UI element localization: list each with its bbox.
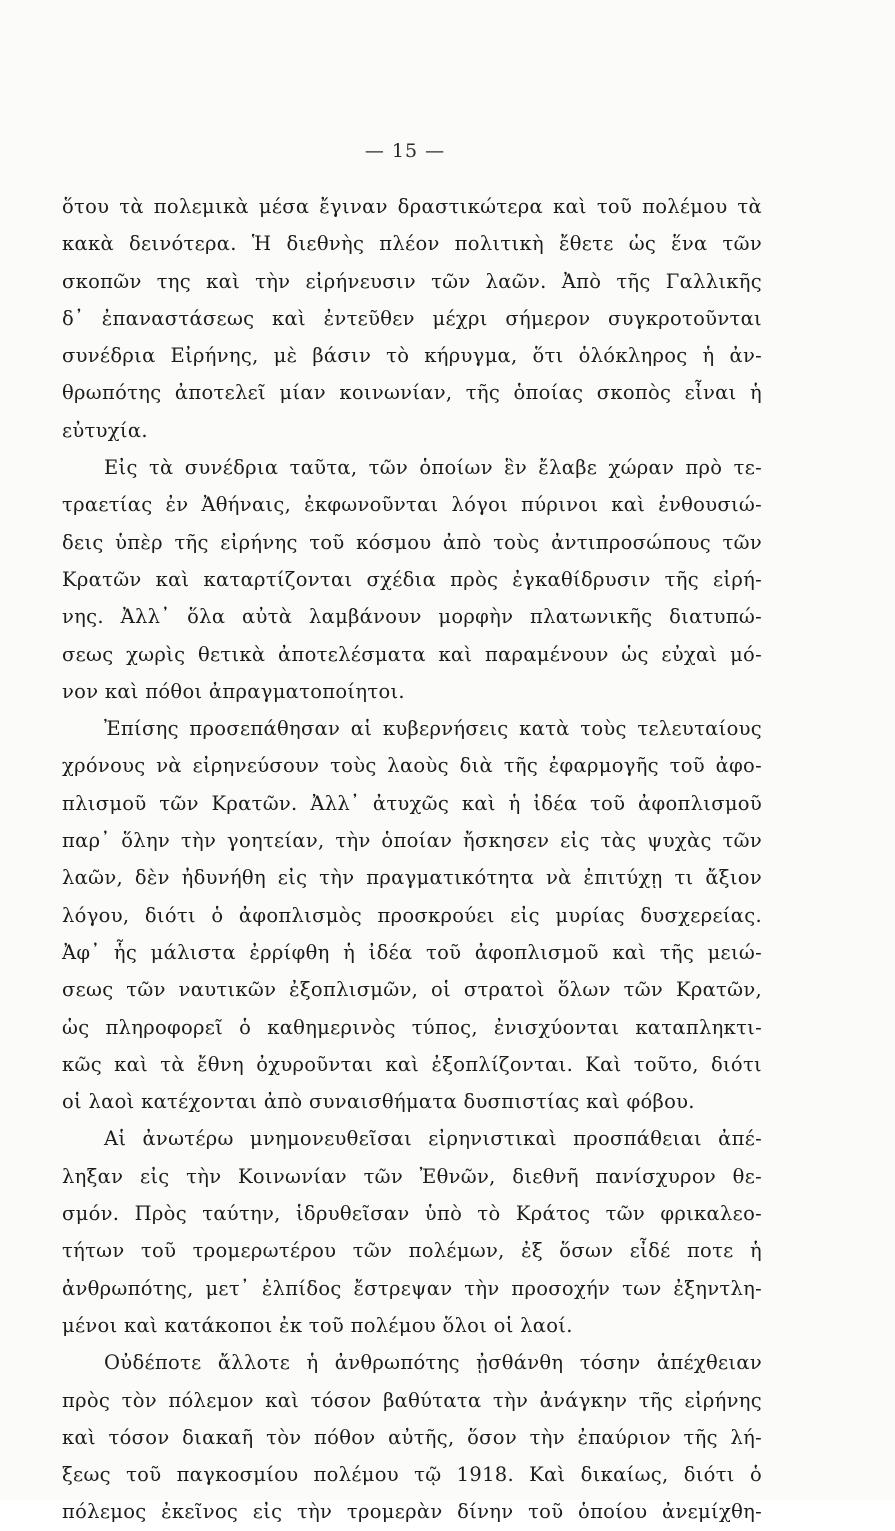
text-line: κῶς καὶ τὰ ἔθνη ὀχυροῦνται καὶ ἐξοπλίζονται. Καὶ τοῦτο, διότι: [62, 1052, 762, 1076]
text-line: οἱ λαοὶ κατέχονται ἀπὸ συναισθήματα δυσπιστίας καὶ φόβου.: [62, 1090, 695, 1114]
text-line: Οὐδέποτε ἄλλοτε ἡ ἀνθρωπότης ᾐσθάνθη τόσην ἀπέχθειαν: [104, 1351, 762, 1375]
text-line: ὡς πληροφορεῖ ὁ καθημερινὸς τύπος, ἐνισχύονται καταπληκτι-: [62, 1015, 762, 1039]
text-line: νης. Ἀλλ᾽ ὅλα αὐτὰ λαμβάνουν μορφὴν πλατωνικῆς διατυπώ-: [62, 605, 762, 629]
text-line: Κρατῶν καὶ καταρτίζονται σχέδια πρὸς ἐγκαθίδρυσιν τῆς εἰρή-: [62, 567, 762, 591]
text-line: ληξαν εἰς τὴν Κοινωνίαν τῶν Ἐθνῶν, διεθνῆ πανίσχυρον θε-: [62, 1164, 762, 1188]
text-line: σεως χωρὶς θετικὰ ἀποτελέσματα καὶ παραμένουν ὡς εὐχαὶ μό-: [62, 642, 762, 666]
text-line: δ᾽ ἐπαναστάσεως καὶ ἐντεῦθεν μέχρι σήμερον συγκροτοῦνται: [62, 306, 762, 330]
text-line: νον καὶ πόθοι ἀπραγματοποίητοι.: [62, 679, 405, 703]
text-line: τραετίας ἐν Ἀθήναις, ἐκφωνοῦνται λόγοι πύρινοι καὶ ἐνθουσιώ-: [62, 493, 762, 517]
text-line: ὅτου τὰ πολεμικὰ μέσα ἔγιναν δραστικώτερα καὶ τοῦ πολέμου τὰ: [62, 195, 762, 218]
text-line: πόλεμος ἐκεῖνος εἰς τὴν τρομερὰν δίνην τοῦ ὁποίου ἀνεμίχθη-: [62, 1500, 762, 1524]
body-text: [62, 188, 762, 1531]
text-line: τήτων τοῦ τρομερωτέρου τῶν πολέμων, ἐξ ὅσων εἶδέ ποτε ἡ: [62, 1239, 762, 1263]
text-line: Αἱ ἀνωτέρω μνημονευθεῖσαι εἰρηνιστικαὶ προσπάθειαι ἀπέ-: [104, 1127, 762, 1151]
text-line: πρὸς τὸν πόλεμον καὶ τόσον βαθύτατα τὴν ἀνάγκην τῆς εἰρήνης: [62, 1388, 762, 1412]
text-line: παρ᾽ ὅλην τὴν γοητείαν, τὴν ὁποίαν ἤσκησεν εἰς τὰς ψυχὰς τῶν: [62, 829, 762, 853]
text-line: σμόν. Πρὸς ταύτην, ἱδρυθεῖσαν ὑπὸ τὸ Κράτος τῶν φρικαλεο-: [62, 1202, 762, 1226]
text-line: ἀνθρωπότης, μετ᾽ ἐλπίδος ἔστρεψαν τὴν προσοχήν των ἐξηντλη-: [62, 1276, 762, 1300]
page-number: — 15 —: [364, 140, 446, 162]
text-line: ξεως τοῦ παγκοσμίου πολέμου τῷ 1918. Καὶ δικαίως, διότι ὁ: [62, 1463, 762, 1487]
text-line: θρωπότης ἀποτελεῖ μίαν κοινωνίαν, τῆς ὁποίας σκοπὸς εἶναι ἡ: [62, 381, 762, 405]
text-line: Εἰς τὰ συνέδρια ταῦτα, τῶν ὁποίων ἓν ἔλαβε χώραν πρὸ τε-: [104, 456, 762, 480]
text-line: δεις ὑπὲρ τῆς εἰρήνης τοῦ κόσμου ἀπὸ τοὺς ἀντιπροσώπους τῶν: [62, 530, 762, 554]
text-line: μένοι καὶ κατάκοποι ἐκ τοῦ πολέμου ὅλοι οἱ λαοί.: [62, 1313, 573, 1337]
text-line: συνέδρια Εἰρήνης, μὲ βάσιν τὸ κήρυγμα, ὅτι ὁλόκληρος ἡ ἀν-: [62, 344, 762, 368]
text-line: Ἀφ᾽ ἧς μάλιστα ἐρρίφθη ἡ ἰδέα τοῦ ἀφοπλισμοῦ καὶ τῆς μειώ-: [62, 940, 762, 964]
text-line: χρόνους νὰ εἰρηνεύσουν τοὺς λαοὺς διὰ τῆς ἐφαρμογῆς τοῦ ἀφο-: [62, 754, 762, 778]
text-line: καὶ τόσον διακαῆ τὸν πόθον αὐτῆς, ὅσον τὴν ἐπαύριον τῆς λή-: [62, 1425, 762, 1449]
text-line: εὐτυχία.: [62, 418, 148, 442]
text-line: πλισμοῦ τῶν Κρατῶν. Ἀλλ᾽ ἀτυχῶς καὶ ἡ ἰδέα τοῦ ἀφοπλισμοῦ: [62, 791, 762, 815]
text-line: σκοπῶν της καὶ τὴν εἰρήνευσιν τῶν λαῶν. Ἀπὸ τῆς Γαλλικῆς: [62, 269, 762, 293]
text-line: σεως τῶν ναυτικῶν ἐξοπλισμῶν, οἱ στρατοὶ ὅλων τῶν Κρατῶν,: [62, 978, 762, 1002]
text-line: λαῶν, δὲν ἠδυνήθη εἰς τὴν πραγματικότητα νὰ ἐπιτύχῃ τι ἄξιον: [62, 866, 762, 890]
text-line: Ἐπίσης προσεπάθησαν αἱ κυβερνήσεις κατὰ τοὺς τελευταίους: [104, 717, 762, 741]
text-line: λόγου, διότι ὁ ἀφοπλισμὸς προσκρούει εἰς μυρίας δυσχερείας.: [62, 903, 762, 927]
text-line: κακὰ δεινότερα. Ἡ διεθνὴς πλέον πολιτικὴ ἔθετε ὡς ἕνα τῶν: [62, 232, 762, 256]
